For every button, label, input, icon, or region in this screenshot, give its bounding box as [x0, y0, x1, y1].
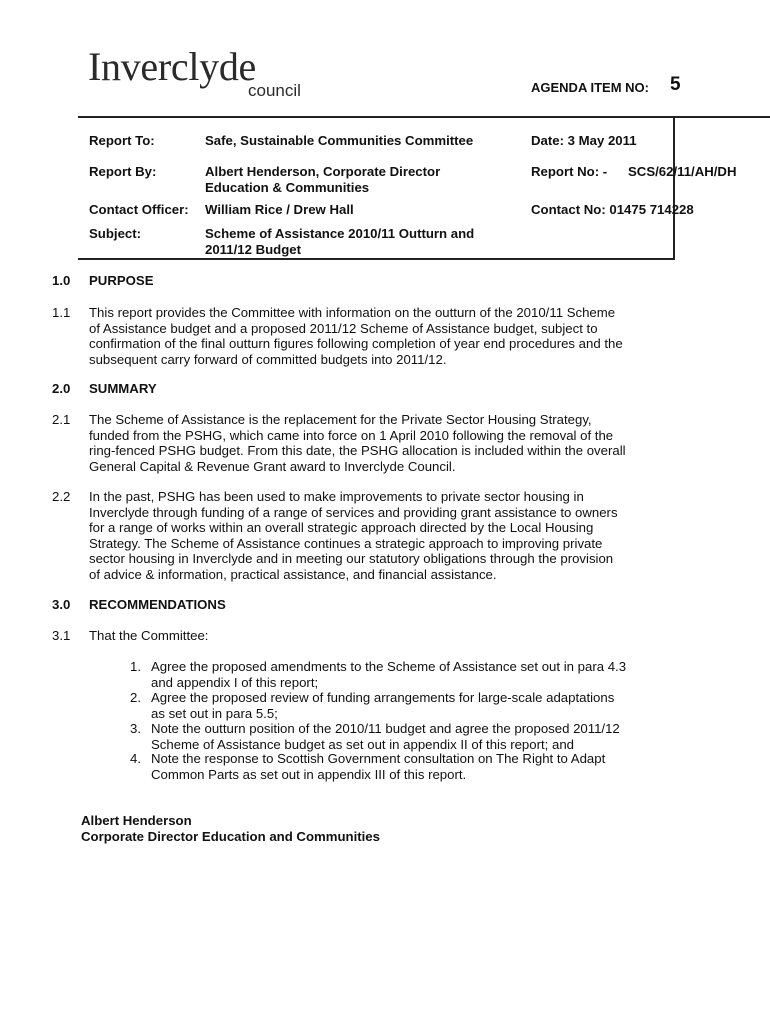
rec-item-number: 1. [130, 659, 141, 674]
contact-officer-label: Contact Officer: [89, 202, 189, 217]
agenda-item-number: 5 [670, 74, 681, 95]
rec-item-number: 2. [130, 690, 141, 705]
para-2-1-number: 2.1 [52, 412, 71, 427]
header-bottom-rule [78, 258, 675, 260]
council-logo-subtitle: council [248, 81, 301, 100]
para-2-1-line: General Capital & Revenue Grant award to Inverclyde Council. [89, 458, 456, 474]
para-1-1-line: of Assistance budget and a proposed 2011/12 Scheme of Assistance budget, subject to [89, 320, 598, 336]
subject-label: Subject: [89, 226, 142, 241]
para-2-1 [89, 412, 669, 474]
rec-item-line: and appendix I of this report; [151, 674, 319, 690]
rec-item-line: Note the outturn position of the 2010/11 budget and agree the proposed 2011/12 [151, 721, 620, 736]
para-2-2-line: for a range of works within an overall strategic approach directed by the Local Housing [89, 520, 594, 535]
agenda-item-label: AGENDA ITEM NO: [531, 80, 649, 95]
para-2-1-line: ring-fenced PSHG budget. From this date, the PSHG allocation is included within the overall [89, 443, 626, 458]
rec-item [151, 751, 669, 782]
rec-item-line: Note the response to Scottish Government consultation on The Right to Adapt [151, 751, 606, 766]
subject-value-line1: Scheme of Assistance 2010/11 Outturn and [205, 226, 475, 241]
para-1-1-line: confirmation of the final outturn figures following completion of year end procedures and the [89, 336, 623, 351]
contact-officer-value: William Rice / Drew Hall [205, 202, 354, 217]
para-2-2-number: 2.2 [52, 489, 71, 504]
rec-item [151, 659, 669, 690]
para-3-1-number: 3.1 [52, 628, 71, 643]
rec-item [151, 690, 669, 721]
rec-item-number: 4. [130, 751, 141, 766]
report-no-value: SCS/62/11/AH/DH [628, 164, 737, 179]
signatory-name: Albert Henderson [81, 813, 192, 828]
para-2-2-line: Inverclyde through funding of a range of services and providing grant assistance to owners [89, 504, 618, 520]
section-summary-title: SUMMARY [89, 381, 157, 396]
report-to-label: Report To: [89, 133, 155, 148]
rec-item [151, 721, 669, 752]
para-2-2-line: In the past, PSHG has been used to make improvements to private sector housing in [89, 489, 584, 504]
header-top-rule [78, 116, 770, 118]
section-recommendations-number: 3.0 [52, 597, 71, 612]
contact-number: Contact No: 01475 714228 [531, 202, 694, 217]
section-purpose-number: 1.0 [52, 273, 71, 288]
header-right-rule [673, 116, 675, 259]
rec-item-line: Common Parts as set out in appendix III of this report. [151, 766, 467, 782]
para-1-1 [89, 305, 669, 367]
report-to-value: Safe, Sustainable Communities Committee [205, 133, 474, 148]
rec-item-number: 3. [130, 721, 141, 736]
para-2-2-line: sector housing in Inverclyde and in meeting our statutory obligations through the provision [89, 551, 614, 566]
para-1-1-line: subsequent carry forward of committed budgets into 2011/12. [89, 351, 447, 367]
rec-item-line: as set out in para 5.5; [151, 705, 278, 721]
rec-item-line: Agree the proposed review of funding arrangements for large-scale adaptations [151, 690, 615, 705]
para-2-2-line: of advice & information, practical assistance, and financial assistance. [89, 566, 497, 582]
para-1-1-line: This report provides the Committee with information on the outturn of the 2010/11 Scheme [89, 305, 616, 320]
para-2-2 [89, 489, 669, 582]
council-logo-wordmark: Inverclyde [88, 44, 257, 89]
report-by-value-line2: Education & Communities [205, 180, 370, 195]
report-by-label: Report By: [89, 164, 157, 179]
subject-value-line2: 2011/12 Budget [205, 242, 302, 257]
rec-item-line: Agree the proposed amendments to the Scheme of Assistance set out in para 4.3 [151, 659, 627, 674]
para-2-1-line: funded from the PSHG, which came into force on 1 April 2010 following the removal of the [89, 427, 614, 443]
report-date: Date: 3 May 2011 [531, 133, 637, 148]
report-no-label: Report No: - [531, 164, 608, 179]
para-2-1-line: The Scheme of Assistance is the replacement for the Private Sector Housing Strategy, [89, 412, 592, 427]
para-3-1-text: That the Committee: [89, 628, 209, 643]
section-summary-number: 2.0 [52, 381, 71, 396]
rec-item-line: Scheme of Assistance budget as set out in appendix II of this report; and [151, 736, 574, 752]
report-by-value-line1: Albert Henderson, Corporate Director [205, 164, 441, 179]
section-purpose-title: PURPOSE [89, 273, 154, 288]
signatory-title: Corporate Director Education and Communities [81, 829, 380, 844]
para-1-1-number: 1.1 [52, 305, 71, 320]
section-recommendations-title: RECOMMENDATIONS [89, 597, 226, 612]
para-2-2-line: Strategy. The Scheme of Assistance continues a strategic approach to improving private [89, 535, 603, 551]
